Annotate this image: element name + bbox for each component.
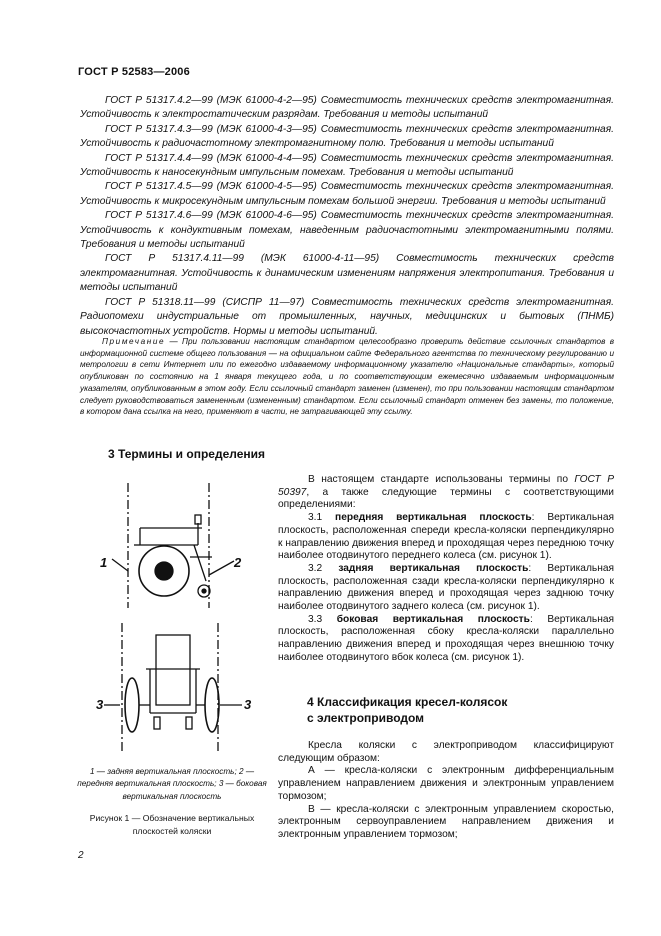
class-a: А — кресла-коляски с электронным дифференциальным управлением направлением движения и электронным управлением тормозом; xyxy=(278,765,614,802)
figure-legend: 1 — задняя вертикальная плоскость; 2 — передняя вертикальная плоскость; 3 — боковая вертикальная плоскость xyxy=(77,767,267,801)
term-3-1: 3.1 передняя вертикальная плоскость: Вертикальная плоскость, расположенная спереди кресла-коляски перпендикулярно к направлению движения вперед и проходящая через переднюю точку наиболее отодвинутого переднего колеса (см. рисунок 1). xyxy=(278,512,614,562)
note-text: — При пользовании настоящим стандартом целесообразно проверить действие ссылочных стандартов в информационной системе общего пользования — на официальном сайте Федерального агентства по техническому регулированию и метрологии в сети Интернет или по ежегодно издаваемому информационному указателю «Национальные стандарты», который опубликован по состоянию на 1 января текущего года, и по соответствующим ежемесячно издаваемым информационным указателям, опубликованным в этом году. Если ссылочный стандарт заменен (изменен), то при пользовании настоящим стандартом следует руководствоваться замененным (измененным) стандартом. Если ссылочный стандарт отменен без замены, то положение, в котором дана ссылка на него, применяют в части, не затрагивающей эту ссылку. xyxy=(80,337,614,417)
page-number: 2 xyxy=(78,850,84,861)
note-block xyxy=(80,336,614,418)
section-3-title: 3 Термины и определения xyxy=(108,447,266,461)
intro-paragraph: В настоящем стандарте использованы термины по ГОСТ Р 50397, а также следующие термины с соответствующими определениями: xyxy=(278,474,614,511)
reference-list xyxy=(80,94,614,339)
reference-item: ГОСТ Р 51317.4.2—99 (МЭК 61000-4-2—95) Совместимость технических средств электромагнитная. Устойчивость к электростатическим разрядам. Требования и методы испытаний xyxy=(80,95,614,121)
note-label: Примечание xyxy=(102,337,166,346)
wheelchair-side-icon xyxy=(134,515,212,597)
figure-label-1: 1 xyxy=(100,555,108,570)
wheelchair-front-icon xyxy=(125,635,219,732)
reference-item: ГОСТ Р 51317.4.3—99 (МЭК 61000-4-3—95) Совместимость технических средств электромагнитная. Устойчивость к радиочастотному электромагнитному полю. Требования и методы испытаний xyxy=(80,123,614,150)
reference-item: ГОСТ Р 51318.11—99 (СИСПР 11—97) Совместимость технических средств электромагнитная. Радиопомехи индустриальные от промышленных, научных, медицинских и бытовых (ПНМБ) высокочастотных устройств. Нормы и методы испытаний. xyxy=(80,296,614,337)
term-name: боковая вертикальная плоскость xyxy=(336,613,530,625)
section-4-body xyxy=(278,740,614,842)
figure-label-3-right: 3 xyxy=(244,697,252,712)
page-header: ГОСТ Р 52583—2006 xyxy=(78,66,190,78)
classification-intro: Кресла коляски с электроприводом классифицируют следующим образом: xyxy=(278,740,614,764)
reference-link: ГОСТ Р 50397 xyxy=(278,474,614,498)
reference-item: ГОСТ Р 51317.4.4—99 (МЭК 61000-4-4—95) Совместимость технических средств электромагнитная. Устойчивость к наносекундным импульсным помехам. Требования и методы испытаний xyxy=(80,152,614,179)
figure-label-3-left: 3 xyxy=(96,697,104,712)
reference-item: ГОСТ Р 51317.4.11—99 (МЭК 61000-4-11—95) Совместимость технических средств электромагнитная. Устойчивость к динамическим изменениям напряжения электропитания. Требования и методы испытаний xyxy=(80,253,614,294)
figure-caption: Рисунок 1 — Обозначение вертикальных плоскостей коляски xyxy=(89,813,255,836)
class-b: В — кресла-коляски с электронным управлением скоростью, электронным сервоуправлением направлением движения и электронным управлением тормозом; xyxy=(278,803,614,840)
term-name: передняя вертикальная плоскость xyxy=(335,512,532,524)
term-name: задняя вертикальная плоскость xyxy=(338,562,529,574)
section-3-body xyxy=(278,474,614,665)
term-3-2: 3.2 задняя вертикальная плоскость: Вертикальная плоскость, расположенная сзади кресла-коляски перпендикулярно к направлению движения вперед и проходящая через заднюю точку наиболее отодвинутого заднего колеса (см. рисунок 1). xyxy=(278,562,615,613)
reference-item: ГОСТ Р 51317.4.5—99 (МЭК 61000-4-5—95) Совместимость технических средств электромагнитная. Устойчивость к микросекундным импульсным помехам большой энергии. Требования и методы испытаний xyxy=(80,181,614,207)
figure-label-2: 2 xyxy=(234,555,242,570)
term-3-3: 3.3 боковая вертикальная плоскость: Вертикальная плоскость, расположенная сбоку кресла-коляски параллельно направлению движения вперед и проходящая через внешнюю точку наиболее отодвинутого вбок колеса (см. рисунок 1). xyxy=(278,613,615,663)
section-4-title: 4 Классификация кресел-колясок с электроприводом xyxy=(307,695,508,725)
reference-item: ГОСТ Р 51317.4.6—99 (МЭК 61000-4-6—95) Совместимость технических средств электромагнитная. Устойчивость к кондуктивным помехам, наведенным радиочастотными электромагнитными полями. Требования и методы испытаний xyxy=(80,210,614,251)
wheelchair-figure xyxy=(94,483,264,753)
